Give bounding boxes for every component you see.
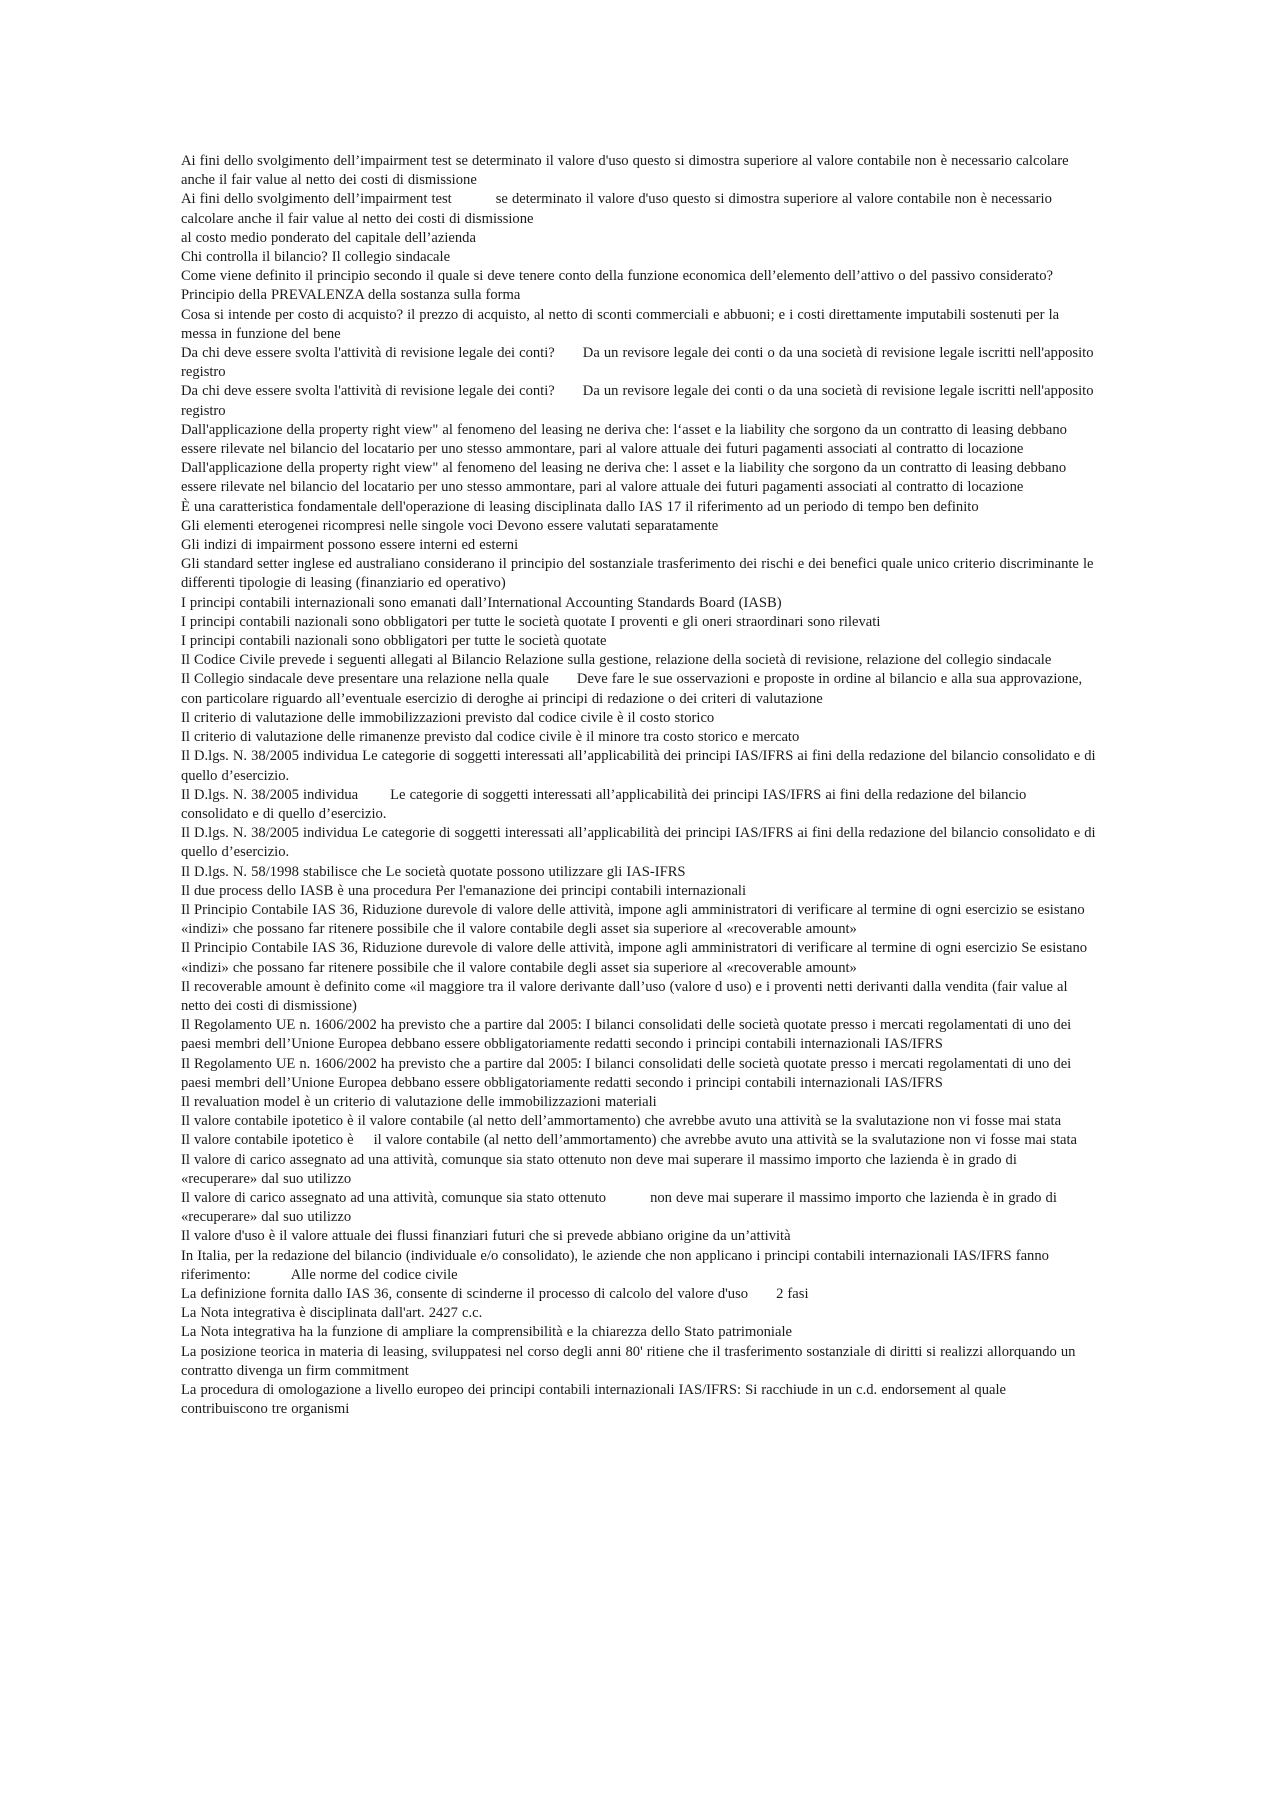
line-answer: 2 fasi <box>776 1285 809 1302</box>
text-line: Il due process dello IASB è una procedura Per l'emanazione dei principi contabili internazionali <box>181 882 747 899</box>
text-line: I principi contabili nazionali sono obbligatori per tutte le società quotate I proventi e gli oneri straordinari sono rilevati <box>181 613 881 630</box>
document-body <box>181 152 1096 1419</box>
text-line: Il criterio di valutazione delle rimanenze previsto dal codice civile è il minore tra costo storico e mercato <box>181 729 800 746</box>
text-line: al costo medio ponderato del capitale dell’azienda <box>181 229 476 246</box>
text-line: Il Regolamento UE n. 1606/2002 ha previsto che a partire dal 2005: I bilanci consolidati delle società quotate presso i mercati regolamentati di uno dei paesi membri dell’Unione Europea debbano essere obbligatoriamente redatti secondo i principi contabili internazionali IAS/IFRS <box>181 1055 1072 1091</box>
text-line: Il revaluation model è un criterio di valutazione delle immobilizzazioni materiali <box>181 1093 657 1110</box>
text-line: Gli elementi eterogenei ricompresi nelle singole voci Devono essere valutati separatamente <box>181 517 719 534</box>
text-line <box>181 1189 1096 1227</box>
text-line: Come viene definito il principio secondo il quale si deve tenere conto della funzione economica dell’elemento dell’attivo o del passivo considerato? Principio della PREVALENZA della sostanza sulla forma <box>181 268 1053 304</box>
line-question: Il Collegio sindacale deve presentare una relazione nella quale <box>181 671 549 688</box>
line-question: Il valore di carico assegnato ad una attività, comunque sia stato ottenuto <box>181 1189 607 1206</box>
text-line: È una caratteristica fondamentale dell'operazione di leasing disciplinata dallo IAS 17 il riferimento ad un periodo di tempo ben definito <box>181 498 979 515</box>
line-question: In Italia, per la redazione del bilancio (individuale e/o consolidato), le aziende che non applicano i principi contabili internazionali IAS/IFRS fanno riferimento: <box>181 1247 1049 1283</box>
text-line: Il valore contabile ipotetico è il valore contabile (al netto dell’ammortamento) che avrebbe avuto una attività se la svalutazione non vi fosse mai stata <box>181 1113 1062 1130</box>
text-line <box>181 190 1096 228</box>
line-answer: non deve mai superare il massimo importo che lazienda è in grado di «recuperare» dal suo utilizzo <box>181 1189 1057 1226</box>
line-answer: Da un revisore legale dei conti o da una società di revisione legale iscritti nell'apposito registro <box>181 345 1094 381</box>
text-line: Il recoverable amount è definito come «il maggiore tra il valore derivante dall’uso (valore d uso) e i proventi netti derivanti dalla vendita (fair value al netto dei costi di dismissione) <box>181 978 1068 1014</box>
line-answer: il valore contabile (al netto dell’ammortamento) che avrebbe avuto una attività se la svalutazione non vi fosse mai stata <box>373 1132 1078 1149</box>
text-line: Il Principio Contabile IAS 36, Riduzione durevole di valore delle attività, impone agli amministratori di verificare al termine di ogni esercizio se esistano «indizi» che possano far ritenere possibile che il valore contabile degli asset sia superiore al «recoverable amount» <box>181 901 1085 938</box>
text-line: La procedura di omologazione a livello europeo dei principi contabili internazionali IAS/IFRS: Si racchiude in un c.d. endorsement al quale contribuiscono tre organismi <box>181 1382 1007 1418</box>
line-answer: Le categorie di soggetti interessati all’applicabilità dei principi IAS/IFRS ai fini della redazione del bilancio consolidato e di quello d’esercizio. <box>181 786 1027 822</box>
text-line: Gli indizi di impairment possono essere interni ed esterni <box>181 537 519 554</box>
line-answer: Deve fare le sue osservazioni e proposte in ordine al bilancio e alla sua approvazione, con particolare riguardo all’eventuale esercizio di deroghe ai principi di redazione o dei criteri di valutazione <box>181 671 1083 707</box>
text-line: Il Codice Civile prevede i seguenti allegati al Bilancio Relazione sulla gestione, relazione della società di revisione, relazione del collegio sindacale <box>181 652 1052 669</box>
text-line: Il Regolamento UE n. 1606/2002 ha previsto che a partire dal 2005: I bilanci consolidati delle società quotate presso i mercati regolamentati di uno dei paesi membri dell’Unione Europea debbano essere obbligatoriamente redatti secondo i principi contabili internazionali IAS/IFRS <box>181 1017 1072 1053</box>
text-line: Il D.lgs. N. 38/2005 individua Le categorie di soggetti interessati all’applicabilità dei principi IAS/IFRS ai fini della redazione del bilancio consolidato e di quello d’esercizio. <box>181 825 1096 861</box>
line-answer: se determinato il valore d'uso questo si dimostra superiore al valore contabile non è necessario calcolare anche il fair value al netto dei costi di dismissione <box>181 191 1052 227</box>
text-line <box>181 670 1096 708</box>
text-line <box>181 344 1096 382</box>
text-line: Il D.lgs. N. 38/2005 individua Le categorie di soggetti interessati all’applicabilità dei principi IAS/IFRS ai fini della redazione del bilancio consolidato e di quello d’esercizio. <box>181 748 1096 784</box>
line-answer: Da un revisore legale dei conti o da una società di revisione legale iscritti nell'apposito registro <box>181 383 1094 419</box>
text-line <box>181 1131 1096 1150</box>
text-line <box>181 786 1096 824</box>
text-line <box>181 1247 1096 1285</box>
text-line: Cosa si intende per costo di acquisto? il prezzo di acquisto, al netto di sconti commerciali e abbuoni; e i costi direttamente imputabili sostenuti per la messa in funzione del bene <box>181 306 1060 342</box>
text-line <box>181 382 1096 420</box>
text-line: La posizione teorica in materia di leasing, sviluppatesi nel corso degli anni 80' ritiene che il trasferimento sostanziale di diritti si realizzi allorquando un contratto divenga un firm commitment <box>181 1343 1076 1379</box>
text-line: Il valore d'uso è il valore attuale dei flussi finanziari futuri che si prevede abbiano origine da un’attività <box>181 1228 791 1245</box>
line-question: Il valore contabile ipotetico è <box>181 1132 354 1149</box>
text-line: Il Principio Contabile IAS 36, Riduzione durevole di valore delle attività, impone agli amministratori di verificare al termine di ogni esercizio Se esistano «indizi» che possano far ritenere possibile che il valore contabile degli asset sia superiore al «recoverable amount» <box>181 940 1088 976</box>
text-line: Il D.lgs. N. 58/1998 stabilisce che Le società quotate possono utilizzare gli IAS-IFRS <box>181 863 686 880</box>
text-line: Gli standard setter inglese ed australiano considerano il principio del sostanziale trasferimento dei rischi e dei benefici quale unico criterio discriminante le differenti tipologie di leasing (finanziario ed operativo) <box>181 556 1094 592</box>
text-line: La Nota integrativa ha la funzione di ampliare la comprensibilità e la chiarezza dello Stato patrimoniale <box>181 1324 792 1341</box>
text-line: Ai fini dello svolgimento dell’impairment test se determinato il valore d'uso questo si dimostra superiore al valore contabile non è necessario calcolare anche il fair value al netto dei costi di dismissione <box>181 153 1069 189</box>
line-question: Da chi deve essere svolta l'attività di revisione legale dei conti? <box>181 345 555 362</box>
text-line: Chi controlla il bilancio? Il collegio sindacale <box>181 249 451 266</box>
line-question: Ai fini dello svolgimento dell’impairment test <box>181 191 452 208</box>
text-line <box>181 1285 1096 1304</box>
text-line: I principi contabili internazionali sono emanati dall’International Accounting Standards Board (IASB) <box>181 594 782 611</box>
line-question: Da chi deve essere svolta l'attività di revisione legale dei conti? <box>181 383 555 400</box>
text-line: Dall'applicazione della property right view" al fenomeno del leasing ne deriva che: l‘asset e la liability che sorgono da un contratto di leasing debbano essere rilevate nel bilancio del locatario per uno stesso ammontare, pari al valore attuale dei futuri pagamenti associati al contratto di locazione <box>181 421 1067 458</box>
text-line: Dall'applicazione della property right view" al fenomeno del leasing ne deriva che: l asset e la liability che sorgono da un contratto di leasing debbano essere rilevate nel bilancio del locatario per uno stesso ammontare, pari al valore attuale dei futuri pagamenti associati al contratto di locazione <box>181 460 1067 496</box>
line-question: Il D.lgs. N. 38/2005 individua <box>181 786 359 803</box>
text-line: Il valore di carico assegnato ad una attività, comunque sia stato ottenuto non deve mai superare il massimo importo che lazienda è in grado di «recuperare» dal suo utilizzo <box>181 1151 1017 1187</box>
text-line: La Nota integrativa è disciplinata dall'art. 2427 c.c. <box>181 1305 483 1322</box>
line-question: La definizione fornita dallo IAS 36, consente di scinderne il processo di calcolo del valore d'uso <box>181 1285 749 1302</box>
line-answer: Alle norme del codice civile <box>290 1266 458 1283</box>
text-line: I principi contabili nazionali sono obbligatori per tutte le società quotate <box>181 633 607 650</box>
text-line: Il criterio di valutazione delle immobilizzazioni previsto dal codice civile è il costo storico <box>181 709 715 726</box>
